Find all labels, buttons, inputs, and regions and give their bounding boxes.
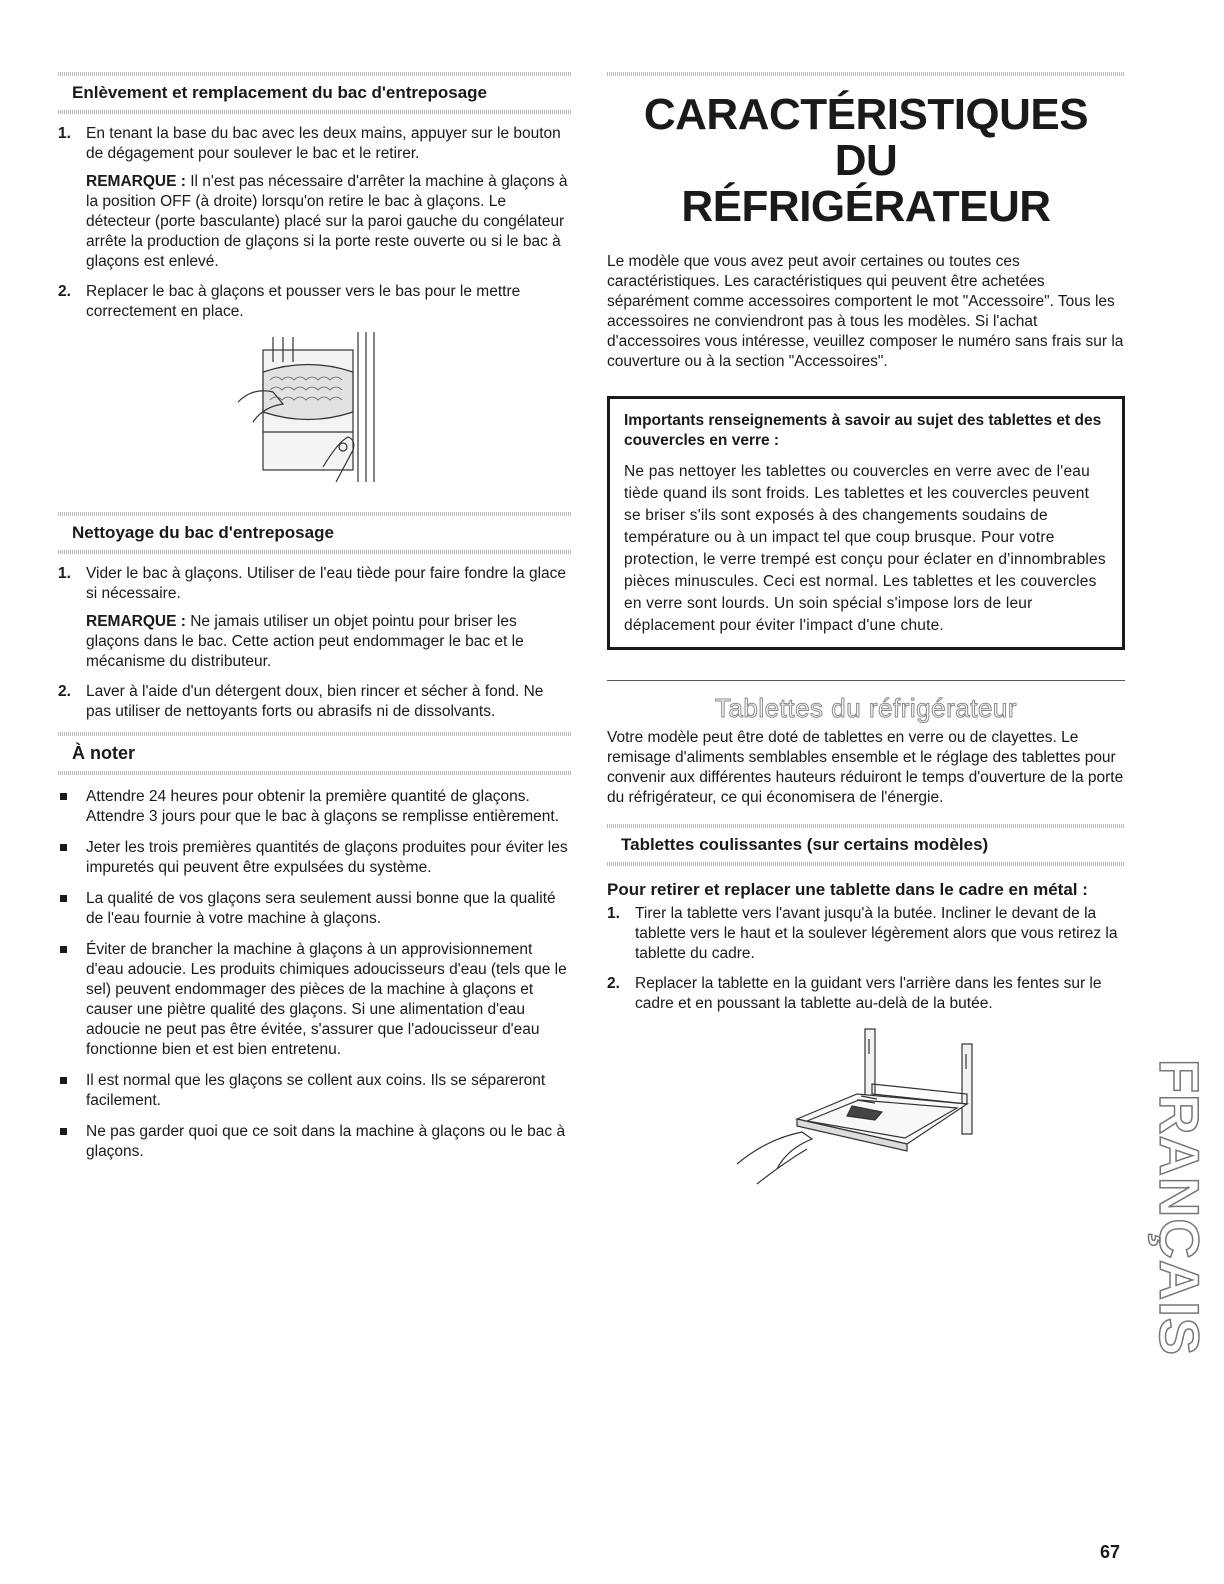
bullet-icon [60, 895, 67, 902]
bullet-text: Éviter de brancher la machine à glaçons à un approvisionnement d'eau adoucie. Les produits chimiques adoucisseurs d'eau (tels que le sel) peuvent endommager des pièces de la machine à glaçons et causer une piètre qualité des glaçons. Si une alimentation d'eau adoucie ne peut pas être évitée, s'assurer que l'adoucisseur d'eau fonctionne bien et est bien entretenu. [86, 941, 567, 1058]
ice-bin-illustration [58, 332, 571, 502]
bullet-icon [60, 793, 67, 800]
remark [86, 172, 571, 272]
warning-box [607, 396, 1125, 650]
sliding-shelf-illustration [607, 1024, 1125, 1194]
page-title-line-1: CARACTÉRISTIQUES DU [643, 90, 1089, 185]
section-rule [607, 862, 1125, 866]
list-item [58, 682, 571, 722]
list-item [58, 889, 571, 929]
list-item [607, 974, 1125, 1014]
bullet-icon [60, 1077, 67, 1084]
list-item [58, 1122, 571, 1162]
bullet-icon [60, 1128, 67, 1135]
warning-text: Ne pas nettoyer les tablettes ou couvercles en verre avec de l'eau tiède quand ils sont froids. Les tablettes et les couvercles peuvent se briser s'ils sont exposés à des changements soudains de température ou à un impact tel que coup brusque. Pour votre protection, le verre trempé est conçu pour éclater en d'innombrables pièces minuscules. Ceci est normal. Les tablettes et les couvercles en verre sont lourds. Un soin spécial s'impose lors de leur déplacement pour éviter l'impact d'une chute. [624, 463, 1106, 634]
step-text: En tenant la base du bac avec les deux mains, appuyer sur le bouton de dégagement pour soulever le bac et le retirer. [86, 125, 561, 162]
right-column [607, 72, 1125, 1194]
step-text: Replacer le bac à glaçons et pousser vers le bas pour le mettre correctement en place. [86, 283, 521, 320]
section-rule [607, 680, 1125, 681]
bullet-text: La qualité de vos glaçons sera seulement aussi bonne que la qualité de l'eau fournie à votre machine à glaçons. [86, 890, 556, 927]
step-number: 1. [607, 905, 620, 922]
step-number: 1. [58, 125, 71, 142]
section-rule [58, 110, 571, 114]
warning-title: Importants renseignements à savoir au sujet des tablettes et des couvercles en verre : [624, 412, 1102, 449]
language-tab [1140, 1058, 1220, 1356]
list-item [58, 282, 571, 322]
remark [86, 612, 571, 672]
sliding-shelves-heading: Tablettes coulissantes (sur certains modèles) [621, 835, 989, 854]
step-number: 2. [58, 283, 71, 300]
list-item [58, 1071, 571, 1111]
step-number: 2. [58, 683, 71, 700]
remark-label: REMARQUE : [86, 613, 186, 630]
list-item [58, 940, 571, 1060]
step-number: 2. [607, 975, 620, 992]
list-item [58, 787, 571, 827]
step-text: Replacer la tablette en la guidant vers l'arrière dans les fentes sur le cadre et en poussant la tablette au-delà de la butée. [635, 975, 1102, 1012]
section-rule [58, 771, 571, 775]
bullet-text: Ne pas garder quoi que ce soit dans la machine à glaçons ou le bac à glaçons. [86, 1123, 566, 1160]
bullet-icon [60, 946, 67, 953]
bullet-text: Il est normal que les glaçons se collent aux coins. Ils se sépareront facilement. [86, 1072, 546, 1109]
step-text: Vider le bac à glaçons. Utiliser de l'eau tiède pour faire fondre la glace si nécessaire. [86, 565, 567, 602]
sliding-subheading: Pour retirer et replacer une tablette dans le cadre en métal : [607, 880, 1088, 899]
list-item [58, 564, 571, 672]
notes-list [58, 787, 571, 1162]
bullet-icon [60, 844, 67, 851]
step-text: Tirer la tablette vers l'avant jusqu'à la butée. Incliner le devant de la tablette vers le haut et la soulever légèrement alors que vous retirez la tablette du cadre. [635, 905, 1118, 962]
removal-steps [58, 124, 571, 322]
removal-heading: Enlèvement et remplacement du bac d'entreposage [72, 83, 488, 102]
list-item [58, 124, 571, 272]
list-item [607, 904, 1125, 964]
remark-text: Ne jamais utiliser un objet pointu pour briser les glaçons dans le bac. Cette action peut endommager le bac et le mécanisme du distributeur. [86, 613, 524, 670]
bullet-text: Jeter les trois premières quantités de glaçons produites pour éviter les impuretés qui peuvent être expulsées du système. [86, 839, 568, 876]
intro-paragraph: Le modèle que vous avez peut avoir certaines ou toutes ces caractéristiques. Les caractéristiques qui peuvent être achetées séparément comme accessoires comportent le mot "Accessoire". Tous les accessoires ne conviendront pas à tous les modèles. Si l'achat d'accessoires vous intéresse, veuillez composer le numéro sans frais sur la couverture ou à la section "Accessoires". [607, 253, 1124, 370]
shelves-heading: Tablettes du réfrigérateur [714, 693, 1018, 723]
list-item [58, 838, 571, 878]
notes-heading: À noter [72, 743, 135, 763]
cleaning-heading: Nettoyage du bac d'entreposage [72, 523, 334, 542]
page-number: 67 [1100, 1542, 1121, 1562]
remark-text: Il n'est pas nécessaire d'arrêter la machine à glaçons à la position OFF (à droite) lorsqu'on retire le bac à glaçons. Le détecteur (porte basculante) placé sur la paroi gauche du congélateur arrête la production de glaçons si la porte reste ouverte ou si le bac à glaçons est enlevé. [86, 173, 568, 270]
bullet-text: Attendre 24 heures pour obtenir la première quantité de glaçons. Attendre 3 jours pour que le bac à glaçons se remplisse entièrement. [86, 788, 560, 825]
page-title [607, 92, 1125, 230]
section-rule [607, 72, 1125, 76]
language-tab-label: FRANÇAIS [1148, 1058, 1212, 1356]
section-rule [58, 550, 571, 554]
sliding-steps [607, 904, 1125, 1014]
step-number: 1. [58, 565, 71, 582]
left-column [58, 72, 571, 1173]
step-text: Laver à l'aide d'un détergent doux, bien rincer et sécher à fond. Ne pas utiliser de nettoyants forts ou abrasifs ni de dissolvants. [86, 683, 544, 720]
page-title-line-2: RÉFRIGÉRATEUR [681, 182, 1051, 231]
remark-label: REMARQUE : [86, 173, 186, 190]
shelves-paragraph: Votre modèle peut être doté de tablettes en verre ou de clayettes. Le remisage d'aliments semblables ensemble et le réglage des tablettes pour convenir aux différentes hauteurs réduiront le temps d'ouverture de la porte du réfrigérateur, ce qui économisera de l'énergie. [607, 729, 1124, 806]
cleaning-steps [58, 564, 571, 722]
